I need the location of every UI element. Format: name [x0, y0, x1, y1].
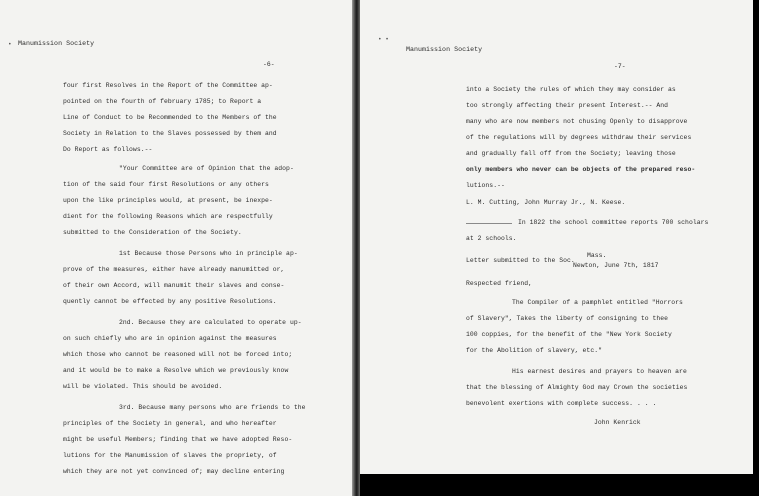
text-line: and gradually fall off from the Society; leaving those: [466, 150, 676, 157]
dash-rule: [466, 223, 512, 224]
right-page-number: -7-: [614, 63, 626, 70]
text-line: and it would be to make a Resolve which we previously know: [63, 367, 289, 374]
text-line: Society in Relation to the Slaves possessed by them and: [63, 130, 277, 137]
text-line: Line of Conduct to be Recommended to the Members of the: [63, 114, 277, 121]
letter-salutation: Respected friend,: [466, 280, 533, 287]
letter-place: Mass.: [587, 252, 607, 259]
text-line: quently cannot be effected by any positive Resolutions.: [63, 298, 277, 305]
text-line: pointed on the fourth of february 1785; to Report a: [63, 98, 262, 105]
text-line: principles of the Society in general, and who hereafter: [63, 420, 277, 427]
text-line: benevolent exertions with complete success. . . .: [466, 400, 657, 407]
text-line: prove of the measures, either have already manumitted or,: [63, 266, 285, 273]
margin-marks: • •: [378, 36, 389, 43]
text-line: lutions.--: [466, 182, 505, 189]
text-line: 3rd. Because many persons who are friends to the: [119, 404, 306, 411]
text-line: too strongly affecting their present Interest.-- And: [466, 102, 669, 109]
text-line: His earnest desires and prayers to heaven are: [512, 368, 687, 375]
text-line: tion of the said four first Resolutions or any others: [63, 181, 269, 188]
text-line: "Your Committee are of Opinion that the adop-: [119, 165, 294, 172]
text-line: dient for the following Reasons which are respectfully: [63, 213, 273, 220]
text-line: only members who never can be objects of the prepared reso-: [466, 166, 696, 173]
text-line: into a Society the rules of which they may consider as: [466, 86, 676, 93]
text-line: that the blessing of Almighty God may Crown the societies: [466, 384, 688, 391]
text-line: upon the like principles would, at present, be inexpe-: [63, 197, 273, 204]
letter-note: Letter submitted to the Soc.: [466, 257, 575, 264]
signatories: L. M. Cutting, John Murray Jr., N. Keese.: [466, 199, 626, 206]
text-line: 2nd. Because they are calculated to operate up-: [119, 319, 302, 326]
text-line: at 2 schools.: [466, 235, 517, 242]
text-line: of Slavery", Takes the liberty of consigning to thee: [466, 315, 669, 322]
text-line: submitted to the Consideration of the Society.: [63, 229, 242, 236]
text-line: many who are now members not chusing Openly to disapprove: [466, 118, 688, 125]
text-line: 1st Because those Persons who in principle ap-: [119, 250, 298, 257]
text-line: which those who cannot be reasoned will not be forced into;: [63, 351, 293, 358]
text-line: will be violated. This should be avoided.: [63, 383, 223, 390]
text-line: of the regulations will by degrees withdraw their services: [466, 134, 692, 141]
text-line: on such chiefly who are in opinion against the measures: [63, 335, 277, 342]
text-line: for the Abolition of slavery, etc.": [466, 347, 602, 354]
left-page-header: Manumission Society: [18, 40, 95, 47]
left-page: [0, 0, 352, 496]
text-line: which they are not yet convinced of; may decline entering: [63, 468, 285, 475]
left-page-number: -6-: [263, 61, 275, 68]
text-line: 100 coppies, for the benefit of the "New York Society: [466, 331, 672, 338]
text-line: Do Report as follows.--: [63, 146, 153, 153]
right-page: [360, 0, 753, 474]
text-line: lutions for the Manumission of slaves the propriety, of: [63, 452, 277, 459]
text-line: might be useful Members; finding that we have adopted Reso-: [63, 436, 293, 443]
text-line: of their own Accord, will manumit their slaves and conse-: [63, 282, 285, 289]
right-page-header: Manumission Society: [406, 46, 483, 53]
text-line: In 1822 the school committee reports 700 scholars: [518, 219, 709, 226]
book-gutter: [352, 0, 360, 496]
text-line: four first Resolves in the Report of the Committee ap-: [63, 82, 273, 89]
margin-bullet: •: [8, 41, 12, 48]
letter-signature: John Kenrick: [594, 419, 641, 426]
text-line: The Compiler of a pamphlet entitled "Horrors: [512, 299, 683, 306]
letter-date: Newton, June 7th, 1817: [573, 262, 659, 269]
